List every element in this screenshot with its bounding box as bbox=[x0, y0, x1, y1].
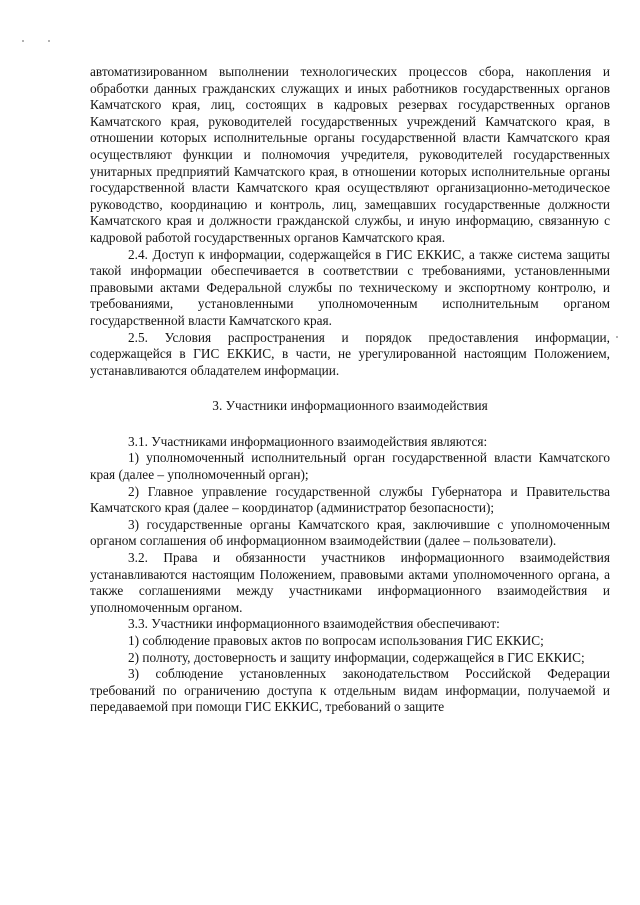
paragraph-2-5: 2.5. Условия распространения и порядок предоставления информации, содержащейся в ГИС ЕККИС, в части, не урегулированной настоящим Положением, устанавливаются обладателем информации. bbox=[90, 329, 610, 378]
list-item: 2) полноту, достоверность и защиту информации, содержащейся в ГИС ЕККИС; bbox=[128, 649, 585, 665]
paragraph: автоматизированном выполнении технологических процессов сбора, накопления и обработки данных гражданских служащих и иных работников государственных органов Камчатского края, лиц, состоящих в кадровых резервах государственных органов Камчатского края, руководителей государственных учреждений Камчатского края, в отношении которых исполнительные органы государственной власти Камчатского края осуществляют функции и полномочия учредителя, руководителей государственных унитарных предприятий Камчатского края, в отношении которых исполнительные органы государственной власти Камчатского края осуществляют организационно-методическое руководство, координацию и контроль, лиц, замещавших государственные должности Камчатского края и должности гражданской службы, и иную информацию, связанную с кадровой работой государственных органов Камчатского края. bbox=[90, 64, 610, 245]
paragraph-3-3: 3.3. Участники информационного взаимодействия обеспечивают: bbox=[128, 616, 500, 632]
document-body bbox=[90, 64, 610, 716]
section-title: 3. Участники информационного взаимодействия bbox=[212, 398, 488, 414]
scan-artifact bbox=[48, 40, 50, 42]
list-item: 3) соблюдение установленных законодательством Российской Федерации требований по ограничению доступа к отдельным видам информации, получаемой и передаваемой при помощи ГИС ЕККИС, требований о защите bbox=[90, 666, 610, 715]
list-item: 1) уполномоченный исполнительный орган государственной власти Камчатского края (далее – уполномоченный орган); bbox=[90, 450, 610, 483]
list-item: 3) государственные органы Камчатского края, заключившие с уполномоченным органом соглашения об информационном взаимодействии (далее – пользователи). bbox=[90, 516, 610, 549]
paragraph-2-4: 2.4. Доступ к информации, содержащейся в ГИС ЕККИС, а также система защиты такой информации обеспечивается в соответствии с требованиями, установленными правовыми актами Федеральной службы по техническому и экспортному контролю, и требованиями, установленными уполномоченным исполнительным органом государственной власти Камчатского края. bbox=[90, 246, 610, 328]
list-item: 1) соблюдение правовых актов по вопросам использования ГИС ЕККИС; bbox=[128, 633, 544, 648]
paragraph-3-1: 3.1. Участниками информационного взаимодействия являются: bbox=[128, 433, 488, 449]
scan-artifact bbox=[22, 40, 24, 42]
paragraph-3-2: 3.2. Права и обязанности участников информационного взаимодействия устанавливаются настоящим Положением, правовыми актами уполномоченного органа, а также соглашениями между участниками информационного взаимодействия и уполномоченным органом. bbox=[90, 550, 610, 615]
list-item: 2) Главное управление государственной службы Губернатора и Правительства Камчатского края (далее – координатор (администратор безопасности); bbox=[90, 483, 610, 516]
scan-artifact bbox=[616, 336, 618, 338]
